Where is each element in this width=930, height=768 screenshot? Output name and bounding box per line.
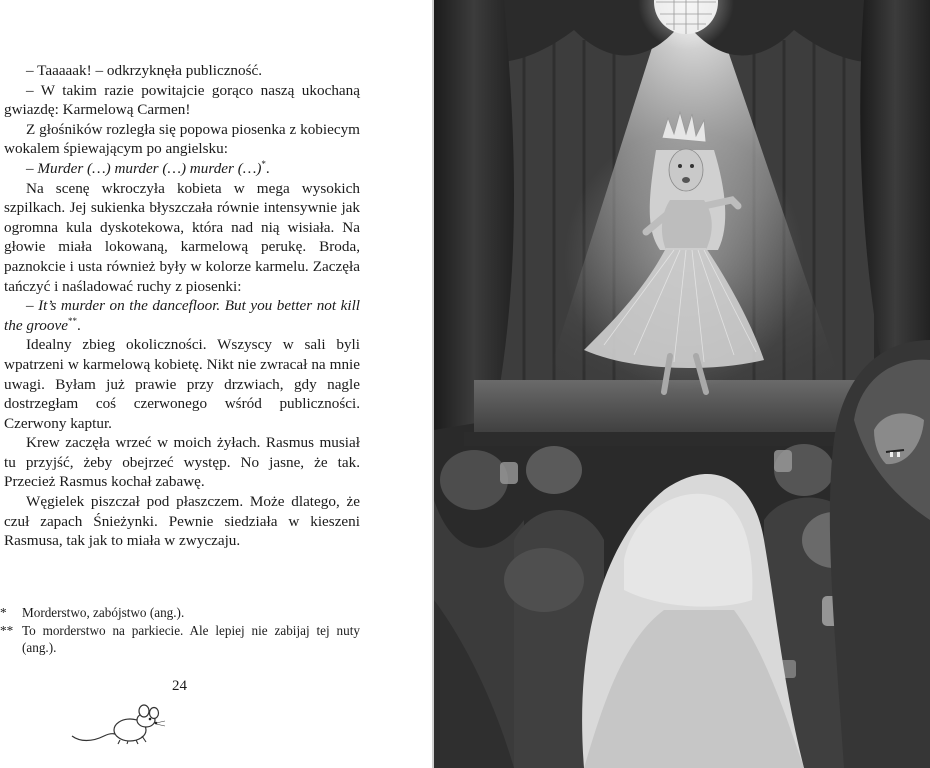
left-page bbox=[0, 0, 432, 768]
footnote-mark: ** bbox=[0, 622, 14, 638]
hooded-figure-right bbox=[830, 340, 930, 768]
left-curtain bbox=[434, 0, 514, 430]
lyric-text: It’s murder on the dancefloor. But you better not kill the groove bbox=[4, 297, 361, 334]
paragraph: Na scenę wkroczyła kobieta w mega wysokich szpilkach. Jej sukienka błyszczała równie intensywnie jak ogromna kula dyskotekowa, która nad nią wisiała. Na głowie miała lokowaną, karmelową perukę. Broda, paznokcie i usta również były w kolorze karmelu. Zaczęła tańczyć i naśladować ruchy z piosenki: bbox=[4, 179, 360, 295]
dash: – bbox=[26, 159, 38, 177]
body-text bbox=[4, 61, 360, 551]
footnote-text: Morderstwo, zabójstwo (ang.). bbox=[22, 605, 185, 620]
punct: . bbox=[265, 159, 270, 177]
footnote-ref[interactable]: ** bbox=[67, 315, 77, 326]
footnote-text: To morderstwo na parkiecie. Ale lepiej nie zabijaj tej nuty (ang.). bbox=[22, 622, 360, 656]
dash: – bbox=[26, 297, 39, 315]
paragraph: Węgielek piszczał pod płaszczem. Może dlatego, że czuł zapach Śnieżynki. Pewnie siedziała w kieszeni Rasmusa, tak jak to miała w zwyczaju. bbox=[4, 493, 360, 550]
page-number: 24 bbox=[172, 678, 187, 694]
paragraph: Z głośników rozległa się popowa piosenka z kobiecym wokalem śpiewającym po angielsku: bbox=[4, 120, 360, 158]
footnotes bbox=[0, 604, 360, 657]
footnote-mark: * bbox=[0, 605, 7, 620]
footnote bbox=[0, 622, 360, 657]
paragraph-lyric bbox=[4, 159, 360, 179]
punct: . bbox=[76, 316, 81, 334]
illustration-canvas bbox=[434, 0, 930, 768]
paragraph: – W takim razie powitajcie gorąco naszą ukochaną gwiazdę: Karmelową Carmen! bbox=[4, 81, 360, 119]
paragraph: Krew zaczęła wrzeć w moich żyłach. Rasmus musiał tu przyjść, żeby obejrzeć występ. No jasne, że tak. Przecież Rasmus kochał zabawę. bbox=[4, 434, 360, 491]
footnote-ref[interactable]: * bbox=[261, 158, 266, 169]
paragraph: – Taaaaak! – odkrzyknęła publiczność. bbox=[26, 62, 263, 79]
stage-performance-illustration bbox=[434, 0, 930, 768]
paragraph-lyric bbox=[4, 296, 360, 335]
lyric-text: Murder (…) murder (…) murder (…) bbox=[37, 159, 262, 177]
footnote bbox=[0, 604, 360, 622]
paragraph: Idealny zbieg okoliczności. Wszyscy w sali byli wpatrzeni w karmelową kobietę. Nikt nie zwracał na mnie uwagi. Byłam już prawie przy drzwiach, gdy nagle dostrzegłam coś czerwonego wśród publiczności. Czerwony kaptur. bbox=[4, 336, 360, 432]
mouse-icon bbox=[70, 696, 166, 746]
